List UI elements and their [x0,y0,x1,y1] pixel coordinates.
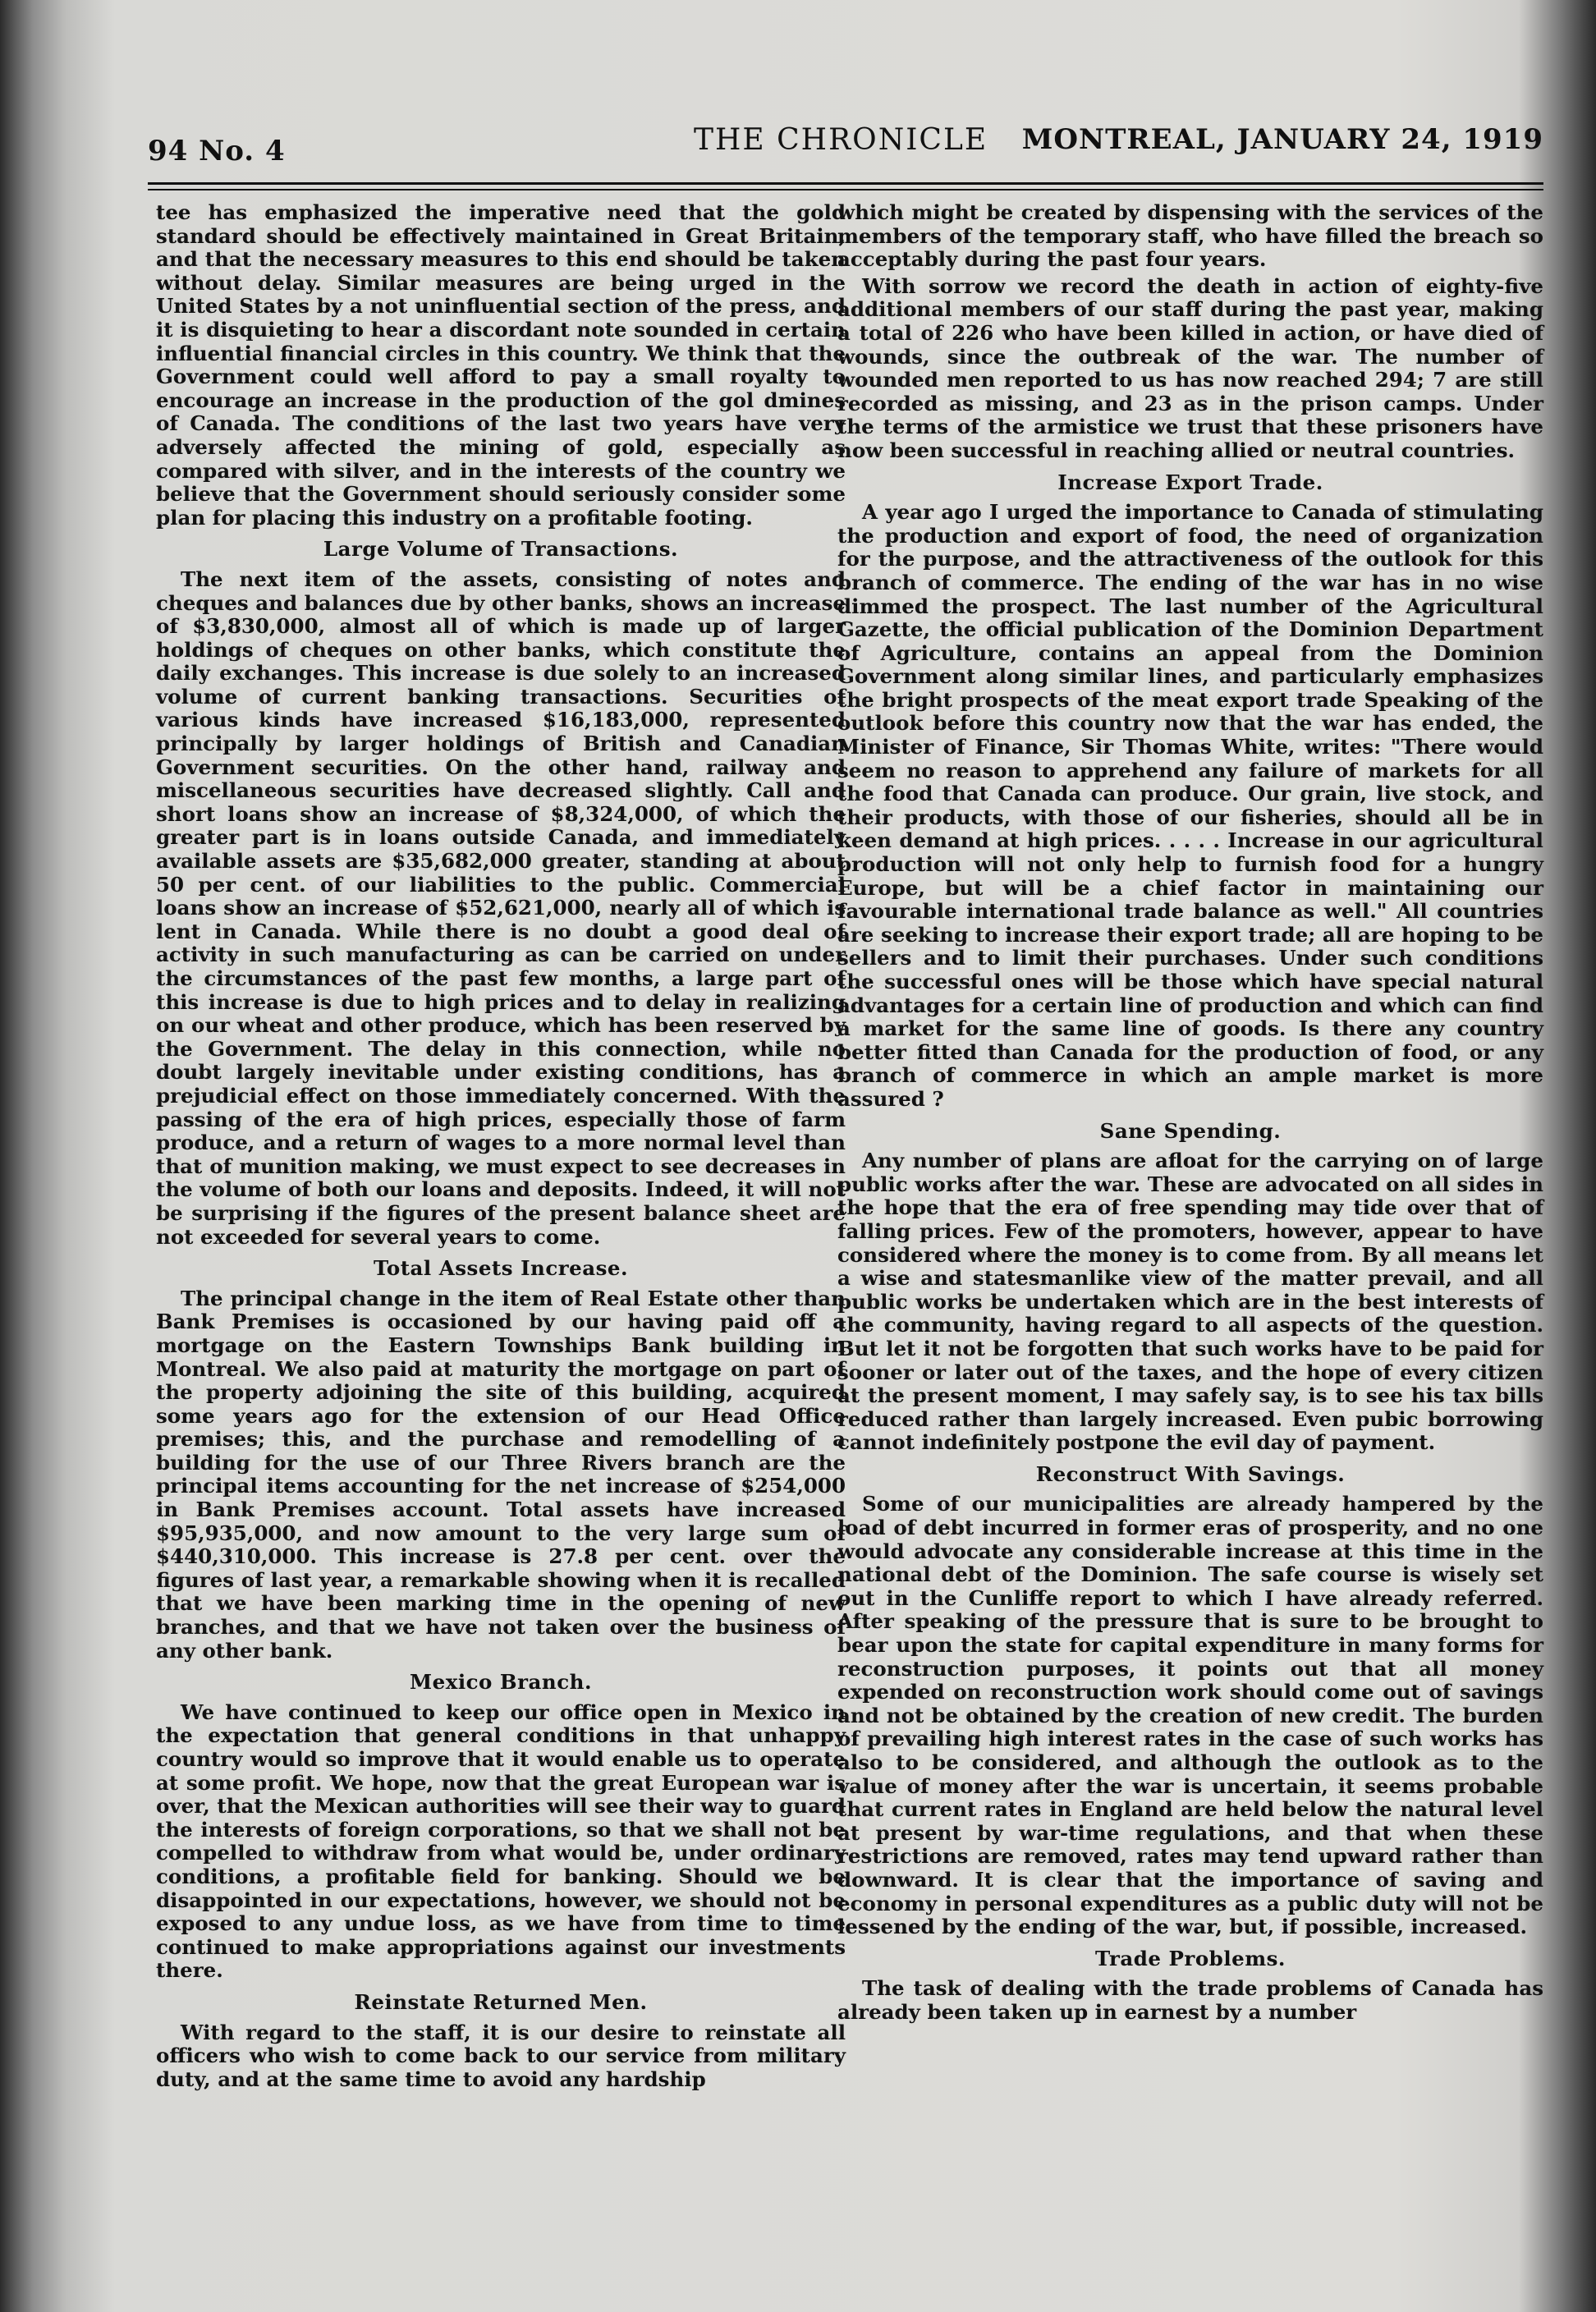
paragraph: With sorrow we record the death in action of eighty-five additional members of our staff during the past year, making a total of 226 who have been killed in action, or have died of wounds, since the outbreak of the war. The number of wounded men reported to us has now reached 294; 7 are still recorded as missing, and 23 as in the prison camps. Under the terms of the armistice we trust that these prisoners have now been successful in reaching allied or neutral countries. [837,273,1543,462]
left-column [156,201,846,2094]
section-heading: Large Volume of Transactions. [323,537,679,562]
paragraph: which might be created by dispensing with the services of the members of the temporary staff, who have filled the breach so acceptably during the past four years. [837,200,1543,272]
header-rule-bottom [148,189,1543,190]
paragraph: The principal change in the item of Real Estate other than Bank Premises is occasioned by our having paid off a mortgage on the Eastern Townships Bank building in Montreal. We also paid at maturity the mortgage on part of the property adjoining the site of this building, acquired some years ago for the extension of our Head Office premises; this, and the purchase and remodelling of a building for the use of our Three Rivers branch are the principal items accounting for the net increase of $254,000 in Bank Premises account. Total assets have increased $95,935,000, and now amount to the very large sum of $440,310,000. This increase is 27.8 per cent. over the figures of last year, a remarkable showing when it is recalled that we have been marking time in the opening of new branches, and that we have not taken over the business of any other bank. [156,1286,846,1663]
paragraph: We have continued to keep our office open in Mexico in the expectation that general conditions in that unhappy country would so improve that it would enable us to operate at some profit. We hope, now that the great European war is over, that the Mexican authorities will see their way to guard the interests of foreign corporations, so that we shall not be compelled to withdraw from what would be, under ordinary conditions, a profitable field for banking. Should we be disappointed in our expectations, however, we should not be exposed to any undue loss, as we have from time to time continued to make appropriations against our investments there. [156,1700,846,1983]
section-heading: Trade Problems. [1095,1946,1286,1970]
masthead [148,123,1543,172]
paragraph: A year ago I urged the importance to Canada of stimulating the production and export of food, the need of organization for the purpose, and the attractiveness of the outlook for this branch of commerce. The ending of the war has in no wise dimmed the prospect. The last number of the Agricultural Gazette, the official publication of the Dominion Department of Agriculture, contains an appeal from the Dominion Government along similar lines, and particularly emphasizes the bright prospects of the meat export trade Speaking of the outlook before this country now that the war has ended, the Minister of Finance, Sir Thomas White, writes: "There would seem no reason to apprehend any failure of markets for all the food that Canada can produce. Our grain, live stock, and their products, with those of our fisheries, should all be in keen demand at high prices. . . . . Increase in our agricultural production will not only help to furnish food for a hungry Europe, but will be a chief factor in maintaining our favourable international trade balance as well." All countries are seeking to increase their export trade; all are hoping to be sellers and to limit their purchases. Under such conditions the successful ones will be those which have special natural advantages for a certain line of production and which can find a market for the same line of goods. Is there any country better fitted than Canada for the production of food, or any branch of commerce in which an ample market is more assured ? [837,500,1543,1111]
section-heading: Sane Spending. [1099,1118,1282,1143]
section-heading: Mexico Branch. [410,1670,592,1695]
publication-title: THE CHRONICLE [694,123,988,157]
paragraph: Some of our municipalities are already hampered by the load of debt incurred in former eras of prosperity, and no one would advocate any considerable increase at this time in the national debt of the Dominion. The safe course is wisely set out in the Cunliffe report to which I have already referred. After speaking of the pressure that is sure to be brought to bear upon the state for capital expenditure in many forms for reconstruction purposes, it points out that all money expended on reconstruction work should come out of savings and not be obtained by the creation of new credit. The burden of prevailing high interest rates in the case of such works has also to be considered, and although the outlook as to the value of money after the war is uncertain, it seems probable that current rates in England are held below the natural level at present by war-time regulations, and that when these restrictions are removed, rates may tend upward rather than downward. It is clear that the importance of saving and economy in personal expenditures as a public duty will not be lessened by the ending of the war, but, if possible, increased. [837,1492,1543,1939]
paragraph: With regard to the staff, it is our desire to reinstate all officers who wish to come back to our service from military duty, and at the same time to avoid any hardship [156,2020,846,2091]
section-heading: Increase Export Trade. [1057,470,1323,494]
header-rule-top [148,182,1543,185]
paragraph: The next item of the assets, consisting of notes and cheques and balances due by other banks, shows an increase of $3,830,000, almost all of which is made up of larger holdings of cheques on other banks, which constitute the daily exchanges. This increase is due solely to an increased volume of current banking transactions. Securities of various kinds have increased $16,183,000, represented principally by larger holdings of British and Canadian Government securities. On the other hand, railway and miscellaneous securities have decreased slightly. Call and short loans show an increase of $8,324,000, of which the greater part is in loans outside Canada, and immediately available assets are $35,682,000 greater, standing at about 50 per cent. of our liabilities to the public. Commercial loans show an increase of $52,621,000, nearly all of which is lent in Canada. While there is no doubt a good deal of activity in such manufacturing as can be carried on under the circumstances of the past few months, a large part of this increase is due to high prices and to delay in realizing on our wheat and other produce, which has been reserved by the Government. The delay in this connection, while no doubt largely inevitable under existing conditions, has a prejudicial effect on those immediately concerned. With the passing of the era of high prices, especially those of farm produce, and a return of wages to a more normal level than that of munition making, we must expect to see decreases in the volume of both our loans and deposits. Indeed, it will not be surprising if the figures of the present balance sheet are not exceeded for several years to come. [156,567,846,1249]
section-heading: Total Assets Increase. [373,1256,629,1281]
paragraph: Any number of plans are afloat for the carrying on of large public works after the war. These are advocated on all sides in the hope that the era of free spending may tide over that of falling prices. Few of the promoters, however, appear to have considered where the money is to come from. By all means let a wise and statesmanlike view of the matter prevail, and all public works be undertaken which are in the best interests of the community, having regard to all aspects of the question. But let it not be forgotten that such works have to be paid for sooner or later out of the taxes, and the hope of every citizen at the present moment, I may safely say, is to see his tax bills reduced rather than largely increased. Even pubic borrowing cannot indefinitely postpone the evil day of payment. [837,1149,1543,1455]
issue-date: MONTREAL, JANUARY 24, 1919 [1021,123,1543,156]
page-folio: 94 No. 4 [148,135,286,167]
paragraph: The task of dealing with the trade problems of Canada has already been taken up in earnest by a number [837,1976,1543,2024]
newspaper-page [123,99,1576,2299]
section-heading: Reconstruct With Savings. [1035,1461,1346,1486]
paragraph: tee has emphasized the imperative need that the gold standard should be effectively maintained in Great Britain, and that the necessary measures to this end should be taken without delay. Similar measures are being urged in the United States by a not uninfluential section of the press, and it is disquieting to hear a discordant note sounded in certain influential financial circles in this country. We think that the Government could well afford to pay a small royalty to encourage an increase in the production of the gol dmines of Canada. The conditions of the last two years have very adversely affected the mining of gold, especially as compared with silver, and in the interests of the country we believe that the Government should seriously consider some plan for placing this industry on a profitable footing. [156,200,846,530]
right-column [837,201,1543,2028]
section-heading: Reinstate Returned Men. [354,1989,648,2014]
